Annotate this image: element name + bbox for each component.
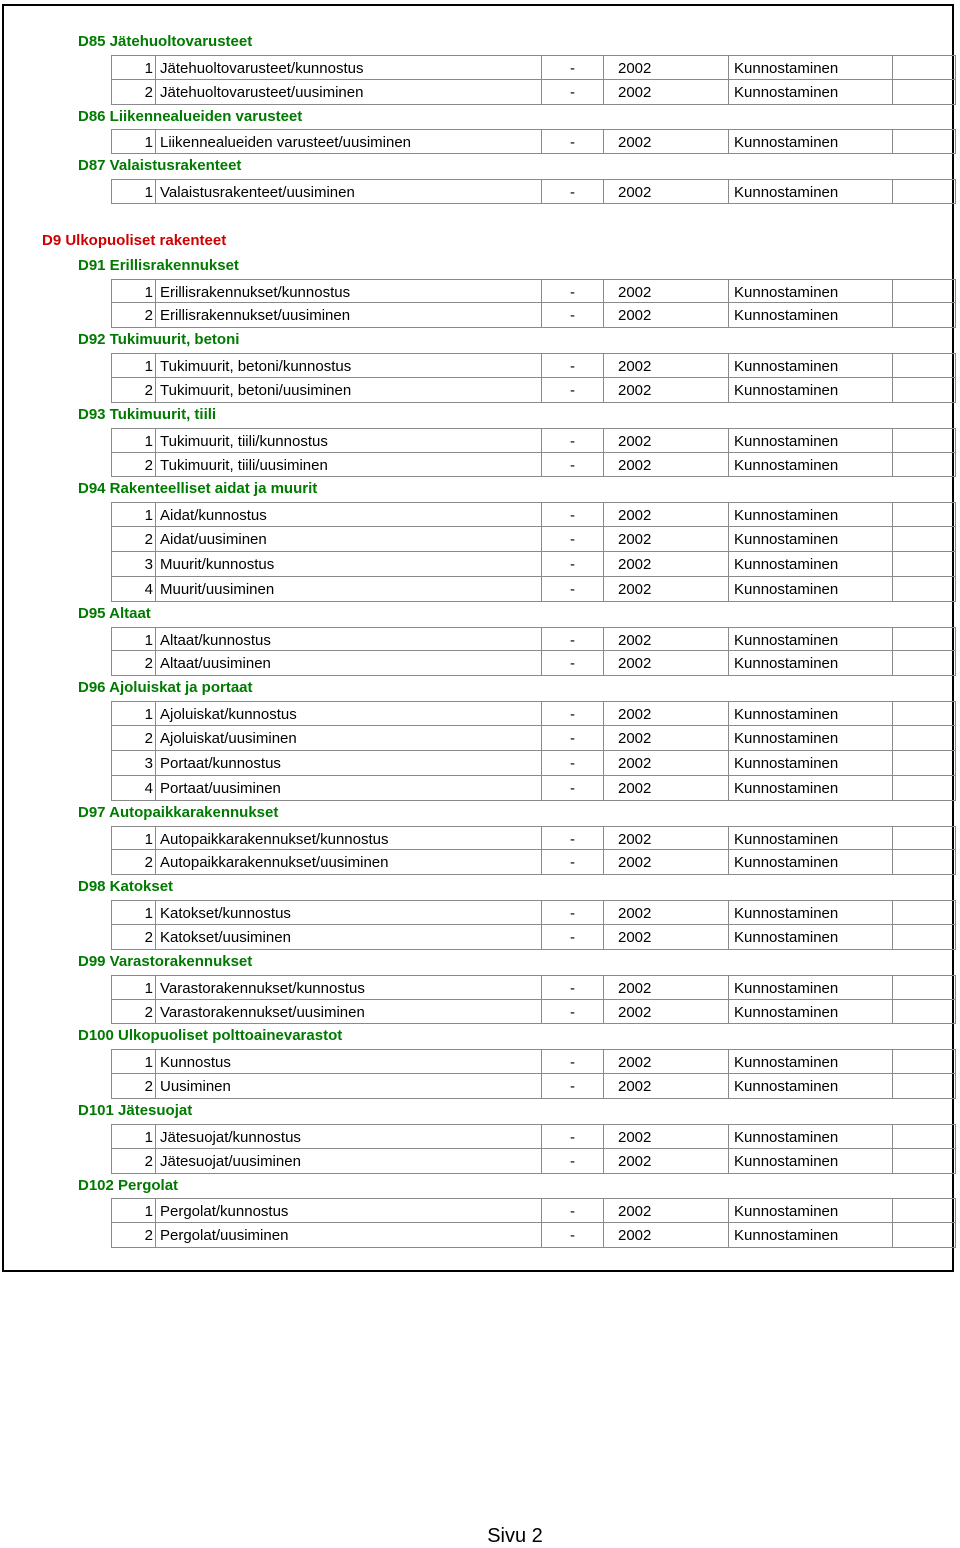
item-dash: -	[541, 428, 603, 453]
item-year: 2002	[603, 1049, 728, 1074]
item-name: Erillisrakennukset/uusiminen	[155, 303, 541, 328]
item-number: 2	[111, 1000, 155, 1025]
item-action: Kunnostaminen	[728, 701, 892, 726]
item-number: 4	[111, 776, 155, 801]
item-empty-cell	[892, 1149, 956, 1174]
table-row	[0, 1223, 956, 1248]
item-dash: -	[541, 303, 603, 328]
item-action: Kunnostaminen	[728, 179, 892, 204]
table-row	[0, 1198, 956, 1223]
item-dash: -	[541, 1124, 603, 1149]
item-dash: -	[541, 353, 603, 378]
item-empty-cell	[892, 1000, 956, 1025]
item-empty-cell	[892, 850, 956, 875]
table-row	[0, 751, 956, 776]
group-heading: D87 Valaistusrakenteet	[78, 157, 242, 175]
item-name: Aidat/kunnostus	[155, 502, 541, 527]
table-row	[0, 502, 956, 527]
item-year: 2002	[603, 726, 728, 751]
table-row	[0, 552, 956, 577]
item-dash: -	[541, 726, 603, 751]
item-dash: -	[541, 80, 603, 105]
table-row	[0, 627, 956, 652]
item-number: 1	[111, 826, 155, 851]
item-name: Portaat/uusiminen	[155, 776, 541, 801]
item-empty-cell	[892, 776, 956, 801]
group-heading: D95 Altaat	[78, 604, 151, 622]
item-empty-cell	[892, 552, 956, 577]
item-dash: -	[541, 701, 603, 726]
item-dash: -	[541, 1198, 603, 1223]
item-dash: -	[541, 1000, 603, 1025]
item-year: 2002	[603, 651, 728, 676]
item-action: Kunnostaminen	[728, 1223, 892, 1248]
item-year: 2002	[603, 129, 728, 154]
item-name: Pergolat/uusiminen	[155, 1223, 541, 1248]
item-name: Kunnostus	[155, 1049, 541, 1074]
table-row	[0, 1124, 956, 1149]
item-action: Kunnostaminen	[728, 651, 892, 676]
item-name: Tukimuurit, betoni/kunnostus	[155, 353, 541, 378]
item-number: 1	[111, 975, 155, 1000]
item-empty-cell	[892, 428, 956, 453]
item-year: 2002	[603, 577, 728, 602]
table-row	[0, 651, 956, 676]
item-year: 2002	[603, 552, 728, 577]
item-year: 2002	[603, 453, 728, 478]
item-number: 1	[111, 900, 155, 925]
table-row	[0, 577, 956, 602]
table-row	[0, 726, 956, 751]
item-dash: -	[541, 279, 603, 304]
table-row	[0, 179, 956, 204]
item-action: Kunnostaminen	[728, 55, 892, 80]
item-year: 2002	[603, 527, 728, 552]
item-name: Pergolat/kunnostus	[155, 1198, 541, 1223]
item-name: Liikennealueiden varusteet/uusiminen	[155, 129, 541, 154]
item-name: Ajoluiskat/uusiminen	[155, 726, 541, 751]
item-dash: -	[541, 55, 603, 80]
item-empty-cell	[892, 1198, 956, 1223]
item-year: 2002	[603, 925, 728, 950]
item-action: Kunnostaminen	[728, 129, 892, 154]
item-dash: -	[541, 627, 603, 652]
table-row	[0, 453, 956, 478]
item-number: 1	[111, 502, 155, 527]
item-number: 1	[111, 1049, 155, 1074]
item-empty-cell	[892, 577, 956, 602]
item-number: 1	[111, 353, 155, 378]
item-year: 2002	[603, 279, 728, 304]
item-number: 3	[111, 552, 155, 577]
item-dash: -	[541, 129, 603, 154]
item-year: 2002	[603, 1149, 728, 1174]
item-action: Kunnostaminen	[728, 776, 892, 801]
item-action: Kunnostaminen	[728, 303, 892, 328]
item-dash: -	[541, 577, 603, 602]
item-name: Altaat/kunnostus	[155, 627, 541, 652]
item-number: 1	[111, 627, 155, 652]
item-number: 2	[111, 726, 155, 751]
item-number: 2	[111, 850, 155, 875]
item-action: Kunnostaminen	[728, 353, 892, 378]
item-dash: -	[541, 651, 603, 676]
item-dash: -	[541, 378, 603, 403]
item-dash: -	[541, 527, 603, 552]
item-action: Kunnostaminen	[728, 428, 892, 453]
item-name: Altaat/uusiminen	[155, 651, 541, 676]
group-heading: D85 Jätehuoltovarusteet	[78, 33, 253, 50]
item-number: 2	[111, 1074, 155, 1099]
item-action: Kunnostaminen	[728, 1198, 892, 1223]
item-action: Kunnostaminen	[728, 1074, 892, 1099]
group-heading: D102 Pergolat	[78, 1176, 179, 1194]
item-empty-cell	[892, 1049, 956, 1074]
item-empty-cell	[892, 900, 956, 925]
item-empty-cell	[892, 751, 956, 776]
item-dash: -	[541, 1049, 603, 1074]
item-dash: -	[541, 850, 603, 875]
group-heading: D96 Ajoluiskat ja portaat	[78, 679, 253, 697]
item-name: Ajoluiskat/kunnostus	[155, 701, 541, 726]
item-name: Muurit/kunnostus	[155, 552, 541, 577]
item-name: Tukimuurit, betoni/uusiminen	[155, 378, 541, 403]
spacer-row	[0, 204, 956, 229]
item-year: 2002	[603, 303, 728, 328]
item-dash: -	[541, 552, 603, 577]
item-year: 2002	[603, 80, 728, 105]
item-name: Jätehuoltovarusteet/uusiminen	[155, 80, 541, 105]
item-action: Kunnostaminen	[728, 453, 892, 478]
table-row	[0, 1074, 956, 1099]
item-empty-cell	[892, 378, 956, 403]
item-action: Kunnostaminen	[728, 552, 892, 577]
item-dash: -	[541, 1149, 603, 1174]
item-year: 2002	[603, 975, 728, 1000]
group-heading: D98 Katokset	[78, 878, 174, 896]
item-empty-cell	[892, 527, 956, 552]
item-empty-cell	[892, 975, 956, 1000]
table-row	[0, 527, 956, 552]
table-row	[0, 850, 956, 875]
item-year: 2002	[603, 826, 728, 851]
item-action: Kunnostaminen	[728, 1000, 892, 1025]
item-action: Kunnostaminen	[728, 751, 892, 776]
item-dash: -	[541, 776, 603, 801]
item-number: 2	[111, 1149, 155, 1174]
item-empty-cell	[892, 627, 956, 652]
item-action: Kunnostaminen	[728, 1149, 892, 1174]
item-year: 2002	[603, 378, 728, 403]
item-year: 2002	[603, 428, 728, 453]
table-row	[0, 1049, 956, 1074]
item-dash: -	[541, 1074, 603, 1099]
item-year: 2002	[603, 179, 728, 204]
item-number: 2	[111, 453, 155, 478]
item-action: Kunnostaminen	[728, 378, 892, 403]
item-number: 1	[111, 1124, 155, 1149]
item-year: 2002	[603, 502, 728, 527]
item-name: Muurit/uusiminen	[155, 577, 541, 602]
group-heading: D97 Autopaikkarakennukset	[78, 803, 279, 821]
item-action: Kunnostaminen	[728, 850, 892, 875]
item-number: 3	[111, 751, 155, 776]
item-name: Jätesuojat/kunnostus	[155, 1124, 541, 1149]
item-name: Autopaikkarakennukset/kunnostus	[155, 826, 541, 851]
item-action: Kunnostaminen	[728, 1049, 892, 1074]
item-number: 2	[111, 303, 155, 328]
item-name: Aidat/uusiminen	[155, 527, 541, 552]
item-dash: -	[541, 751, 603, 776]
item-name: Tukimuurit, tiili/kunnostus	[155, 428, 541, 453]
table-row	[0, 1149, 956, 1174]
item-year: 2002	[603, 751, 728, 776]
item-number: 1	[111, 428, 155, 453]
group-heading: D101 Jätesuojat	[78, 1101, 193, 1119]
item-number: 2	[111, 925, 155, 950]
item-number: 1	[111, 279, 155, 304]
item-empty-cell	[892, 1074, 956, 1099]
item-action: Kunnostaminen	[728, 1124, 892, 1149]
item-year: 2002	[603, 1223, 728, 1248]
item-dash: -	[541, 453, 603, 478]
table-row	[0, 701, 956, 726]
item-dash: -	[541, 502, 603, 527]
group-heading: D91 Erillisrakennukset	[78, 256, 239, 274]
item-action: Kunnostaminen	[728, 726, 892, 751]
table-row	[0, 428, 956, 453]
table-row	[0, 378, 956, 403]
item-number: 1	[111, 179, 155, 204]
item-action: Kunnostaminen	[728, 627, 892, 652]
group-heading: D93 Tukimuurit, tiili	[78, 405, 217, 423]
item-action: Kunnostaminen	[728, 900, 892, 925]
item-dash: -	[541, 975, 603, 1000]
item-empty-cell	[892, 701, 956, 726]
table-row	[0, 303, 956, 328]
table-row	[0, 925, 956, 950]
item-year: 2002	[603, 1074, 728, 1099]
table-row	[0, 353, 956, 378]
item-dash: -	[541, 179, 603, 204]
item-name: Valaistusrakenteet/uusiminen	[155, 179, 541, 204]
table-row	[0, 279, 956, 304]
item-name: Portaat/kunnostus	[155, 751, 541, 776]
item-name: Autopaikkarakennukset/uusiminen	[155, 850, 541, 875]
item-year: 2002	[603, 776, 728, 801]
item-number: 2	[111, 527, 155, 552]
item-number: 1	[111, 701, 155, 726]
table-row	[0, 1000, 956, 1025]
item-dash: -	[541, 1223, 603, 1248]
item-number: 1	[111, 1198, 155, 1223]
item-empty-cell	[892, 80, 956, 105]
item-year: 2002	[603, 55, 728, 80]
item-empty-cell	[892, 55, 956, 80]
item-year: 2002	[603, 627, 728, 652]
item-empty-cell	[892, 303, 956, 328]
item-empty-cell	[892, 353, 956, 378]
item-empty-cell	[892, 925, 956, 950]
item-action: Kunnostaminen	[728, 925, 892, 950]
item-dash: -	[541, 900, 603, 925]
item-number: 2	[111, 1223, 155, 1248]
table-row	[0, 900, 956, 925]
group-heading: D99 Varastorakennukset	[78, 952, 253, 970]
item-action: Kunnostaminen	[728, 80, 892, 105]
item-name: Erillisrakennukset/kunnostus	[155, 279, 541, 304]
item-number: 2	[111, 80, 155, 105]
item-name: Katokset/kunnostus	[155, 900, 541, 925]
item-year: 2002	[603, 850, 728, 875]
item-number: 2	[111, 378, 155, 403]
group-heading: D86 Liikennealueiden varusteet	[78, 107, 303, 125]
item-empty-cell	[892, 726, 956, 751]
item-number: 1	[111, 55, 155, 80]
table-row	[0, 975, 956, 1000]
item-empty-cell	[892, 502, 956, 527]
table-row	[0, 776, 956, 801]
item-year: 2002	[603, 1000, 728, 1025]
item-number: 4	[111, 577, 155, 602]
item-action: Kunnostaminen	[728, 975, 892, 1000]
item-empty-cell	[892, 651, 956, 676]
item-empty-cell	[892, 826, 956, 851]
table-row	[0, 80, 956, 105]
item-number: 2	[111, 651, 155, 676]
group-heading: D92 Tukimuurit, betoni	[78, 331, 240, 349]
item-name: Katokset/uusiminen	[155, 925, 541, 950]
item-name: Uusiminen	[155, 1074, 541, 1099]
item-empty-cell	[892, 1223, 956, 1248]
item-action: Kunnostaminen	[728, 577, 892, 602]
group-heading: D100 Ulkopuoliset polttoainevarastot	[78, 1027, 343, 1045]
table-row	[0, 129, 956, 154]
item-dash: -	[541, 925, 603, 950]
item-number: 1	[111, 129, 155, 154]
table-row	[0, 826, 956, 851]
item-year: 2002	[603, 701, 728, 726]
item-year: 2002	[603, 353, 728, 378]
item-name: Tukimuurit, tiili/uusiminen	[155, 453, 541, 478]
item-dash: -	[541, 826, 603, 851]
item-empty-cell	[892, 1124, 956, 1149]
item-empty-cell	[892, 453, 956, 478]
item-year: 2002	[603, 900, 728, 925]
table-row	[0, 55, 956, 80]
item-name: Jätesuojat/uusiminen	[155, 1149, 541, 1174]
group-heading: D94 Rakenteelliset aidat ja muurit	[78, 480, 318, 498]
item-name: Varastorakennukset/uusiminen	[155, 1000, 541, 1025]
item-empty-cell	[892, 179, 956, 204]
item-action: Kunnostaminen	[728, 502, 892, 527]
item-action: Kunnostaminen	[728, 527, 892, 552]
item-action: Kunnostaminen	[728, 279, 892, 304]
maintenance-plan-table	[0, 30, 956, 1248]
item-empty-cell	[892, 129, 956, 154]
section-heading: D9 Ulkopuoliset rakenteet	[42, 231, 227, 249]
item-year: 2002	[603, 1198, 728, 1223]
item-action: Kunnostaminen	[728, 826, 892, 851]
page-number: Sivu 2	[487, 1525, 543, 1547]
item-name: Varastorakennukset/kunnostus	[155, 975, 541, 1000]
item-name: Jätehuoltovarusteet/kunnostus	[155, 55, 541, 80]
item-year: 2002	[603, 1124, 728, 1149]
item-empty-cell	[892, 279, 956, 304]
